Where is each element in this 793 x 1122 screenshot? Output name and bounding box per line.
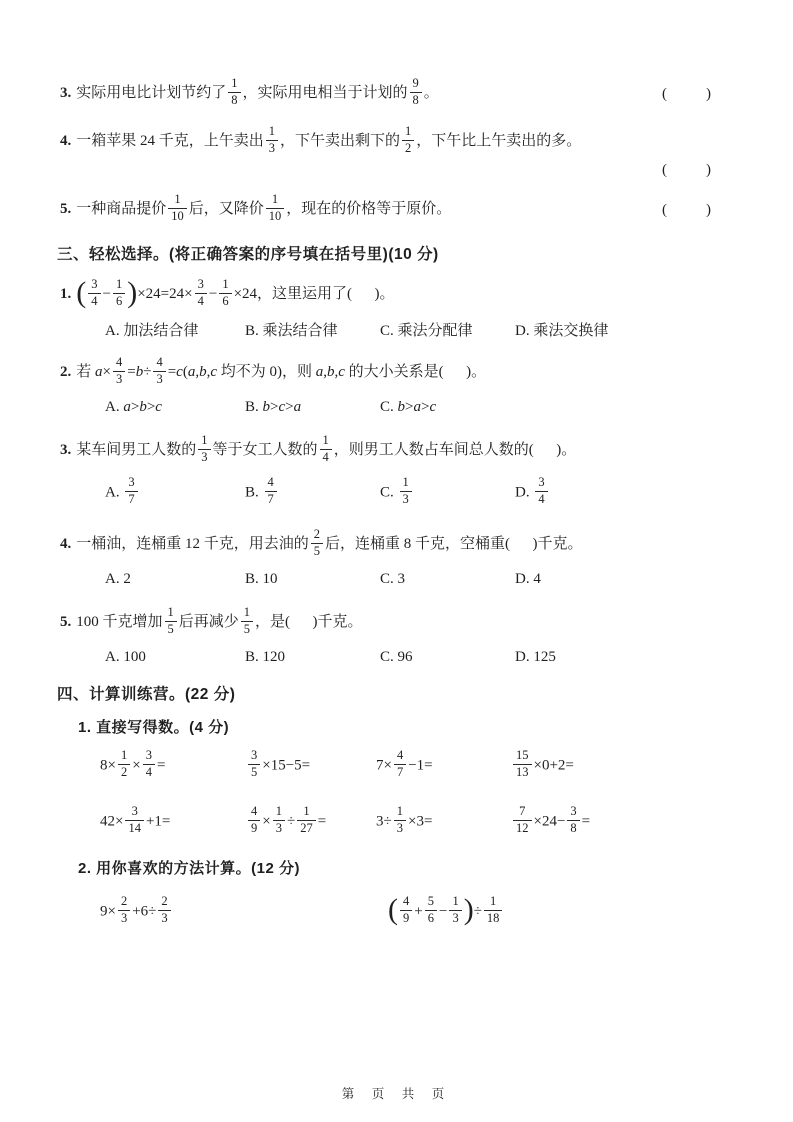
calc-expressions-row — [100, 801, 712, 843]
fraction: $\frac{3}{14}$ — [125, 805, 144, 835]
calc-sub-label-1: 1. 直接写得数。(4 分) — [78, 719, 230, 736]
method-expressions-row — [100, 886, 712, 938]
fraction: $\frac{3}{4}$ — [195, 278, 207, 308]
calc-expression: $\frac{3}{5}$ ×15−5= — [246, 751, 376, 781]
fraction: $\frac{1}{18}$ — [484, 895, 503, 925]
fraction: $\frac{1}{5}$ — [165, 606, 177, 636]
judge-item-text: 实际用电比计划节约了 $\frac{1}{8}$ ，实际用电相当于计划的 $\frac{9}{8}$ 。 — [76, 75, 439, 107]
method-expression: 9× $\frac{2}{3}$ +6÷ $\frac{2}{3}$ — [100, 897, 388, 927]
calc-expression: $\frac{15}{13}$ ×0+2= — [511, 751, 712, 781]
fraction: $\frac{3}{5}$ — [248, 749, 260, 779]
choice-option: D. $\frac{3}{4}$ — [515, 478, 712, 508]
fraction: $\frac{4}{3}$ — [153, 356, 165, 386]
choice-option: A. 100 — [105, 648, 146, 665]
fraction: $\frac{1}{5}$ — [241, 606, 253, 636]
fraction: $\frac{3}{4}$ — [143, 749, 155, 779]
fraction: $\frac{2}{5}$ — [311, 528, 323, 558]
judge-item-number: 3. — [60, 85, 72, 102]
fraction: $\frac{9}{8}$ — [410, 77, 422, 107]
fraction: $\frac{1}{10}$ — [266, 193, 285, 223]
fraction: $\frac{1}{2}$ — [118, 749, 130, 779]
choice-option: A. a>b>c — [105, 398, 162, 415]
choice-item-text: 某车间男工人数的 $\frac{1}{3}$ 等于女工人数的 $\frac{1}{4}$ ，则男工人数占车间总人数的( )。 — [76, 432, 577, 464]
fraction: $\frac{4}{3}$ — [113, 356, 125, 386]
choice-item-text: 若 a× $\frac{4}{3}$ =b÷ $\frac{4}{3}$ =c(a,b,c 均不为 0)，则 a,b,c 的大小关系是( )。 — [76, 354, 487, 386]
fraction: $\frac{4}{7}$ — [265, 476, 277, 506]
fraction: $\frac{1}{3}$ — [400, 476, 412, 506]
choice-option: C. b>a>c — [380, 398, 437, 415]
fraction: $\frac{1}{3}$ — [198, 434, 210, 464]
big-paren: ) — [463, 893, 474, 926]
calc-expression: 8× $\frac{1}{2}$ × $\frac{3}{4}$ = — [100, 747, 166, 779]
fraction: $\frac{1}{6}$ — [113, 278, 125, 308]
choice-item-text: 一桶油，连桶重 12 千克，用去油的 $\frac{2}{5}$ 后，连桶重 8 千克，空桶重( )千克。 — [76, 526, 583, 558]
choice-item-number: 4. — [60, 536, 72, 553]
fraction: $\frac{1}{2}$ — [402, 125, 414, 155]
fraction: $\frac{1}{10}$ — [168, 193, 187, 223]
choice-options-row — [105, 568, 712, 590]
choice-item-text: ( $\frac{3}{4}$ − $\frac{1}{6}$ )×24=24× $\frac{3}{4}$ − $\frac{1}{6}$ ×24，这里运用了( )。 — [76, 276, 395, 309]
calc-expression: 42× $\frac{3}{14}$ +1= — [100, 803, 171, 835]
judge-item-number: 4. — [60, 133, 72, 150]
fraction: $\frac{3}{7}$ — [125, 476, 137, 506]
answer-bracket: ( ) — [662, 201, 712, 218]
choice-item — [60, 604, 712, 642]
judge-item-text: 一种商品提价 $\frac{1}{10}$ 后，又降价 $\frac{1}{10}$ ，现在的价格等于原价。 — [76, 191, 452, 223]
choice-options-row — [105, 646, 712, 668]
fraction: $\frac{7}{12}$ — [513, 805, 532, 835]
choice-option: D. 4 — [515, 570, 541, 587]
choice-item-number: 5. — [60, 614, 72, 631]
fraction: $\frac{1}{3}$ — [266, 125, 278, 155]
choice-item — [60, 432, 712, 470]
choice-option: C. 96 — [380, 648, 413, 665]
choice-option: C. 3 — [380, 570, 406, 587]
fraction: $\frac{15}{13}$ — [513, 749, 532, 779]
choice-option: A. 2 — [105, 570, 131, 587]
fraction: $\frac{5}{6}$ — [425, 895, 437, 925]
choice-option: C. 乘法分配律 — [380, 322, 473, 339]
choice-option: B. $\frac{4}{7}$ — [245, 478, 380, 508]
answer-bracket: ( ) — [662, 162, 712, 178]
fraction: $\frac{2}{3}$ — [118, 895, 130, 925]
fraction: $\frac{1}{3}$ — [394, 805, 406, 835]
choice-option: B. b>c>a — [245, 398, 302, 415]
calc-expressions-row — [100, 745, 712, 787]
fraction: $\frac{3}{4}$ — [88, 278, 100, 308]
choice-option: B. 120 — [245, 648, 286, 665]
choice-item-number: 3. — [60, 442, 72, 459]
fraction: $\frac{3}{8}$ — [567, 805, 579, 835]
judge-item-number: 5. — [60, 201, 72, 218]
choice-item-text: 100 千克增加 $\frac{1}{5}$ 后再减少 $\frac{1}{5}$ ，是( )千克。 — [76, 604, 363, 636]
fraction: $\frac{1}{4}$ — [320, 434, 332, 464]
calc-expression: $\frac{7}{12}$ ×24− $\frac{3}{8}$ = — [511, 807, 712, 837]
choice-item — [60, 354, 712, 392]
judge-item — [60, 76, 712, 112]
judge-item — [60, 192, 712, 228]
fraction: $\frac{4}{9}$ — [248, 805, 260, 835]
answer-bracket: ( ) — [662, 85, 712, 102]
big-paren: ) — [127, 276, 138, 309]
choice-option: B. 乘法结合律 — [245, 322, 338, 339]
choice-option: D. 乘法交换律 — [515, 322, 609, 339]
choice-options-row — [105, 474, 712, 512]
choice-item-number: 1. — [60, 286, 72, 303]
fraction: $\frac{1}{3}$ — [449, 895, 461, 925]
calc-expression: 3÷ $\frac{1}{3}$ ×3= — [376, 803, 433, 835]
choice-option: C. $\frac{1}{3}$ — [380, 478, 515, 508]
fraction: $\frac{2}{3}$ — [158, 895, 170, 925]
choice-item — [60, 276, 712, 314]
calc-sub-label-2: 2. 用你喜欢的方法计算。(12 分) — [78, 860, 301, 877]
fraction: $\frac{4}{9}$ — [400, 895, 412, 925]
big-paren: ( — [388, 893, 398, 926]
choice-option: D. 125 — [515, 648, 556, 665]
choice-options-row — [105, 318, 712, 340]
fraction: $\frac{1}{27}$ — [297, 805, 316, 835]
judge-item-text: 一箱苹果 24 千克，上午卖出 $\frac{1}{3}$ ，下午卖出剩下的 $\frac{1}{2}$ ，下午比上午卖出的多。 — [76, 123, 582, 155]
fraction: $\frac{1}{3}$ — [273, 805, 285, 835]
choice-options-row — [105, 396, 712, 418]
choice-option: A. 加法结合律 — [105, 322, 199, 339]
choice-item-number: 2. — [60, 364, 72, 381]
choice-section-heading: 三、轻松选择。(将正确答案的序号填在括号里)(10 分) — [57, 246, 439, 263]
fraction: $\frac{1}{6}$ — [219, 278, 231, 308]
method-expression: ( $\frac{4}{9}$ + $\frac{5}{6}$ − $\frac{1}{3}$ )÷ $\frac{1}{18}$ — [388, 897, 712, 927]
judge-item — [60, 124, 712, 182]
fraction: $\frac{3}{4}$ — [535, 476, 547, 506]
choice-item — [60, 526, 712, 564]
big-paren: ( — [76, 276, 87, 309]
calc-expression: $\frac{4}{9}$ × $\frac{1}{3}$ ÷ $\frac{1}{27}$ = — [246, 807, 376, 837]
fraction: $\frac{1}{8}$ — [228, 77, 240, 107]
page-footer: 第 页 共 页 — [341, 1087, 452, 1101]
choice-option: B. 10 — [245, 570, 278, 587]
choice-option: A. $\frac{3}{7}$ — [105, 478, 245, 508]
fraction: $\frac{4}{7}$ — [394, 749, 406, 779]
worksheet-content — [57, 75, 712, 938]
calc-section-heading: 四、计算训练营。(22 分) — [57, 686, 236, 703]
calc-expression: 7× $\frac{4}{7}$ −1= — [376, 747, 433, 779]
